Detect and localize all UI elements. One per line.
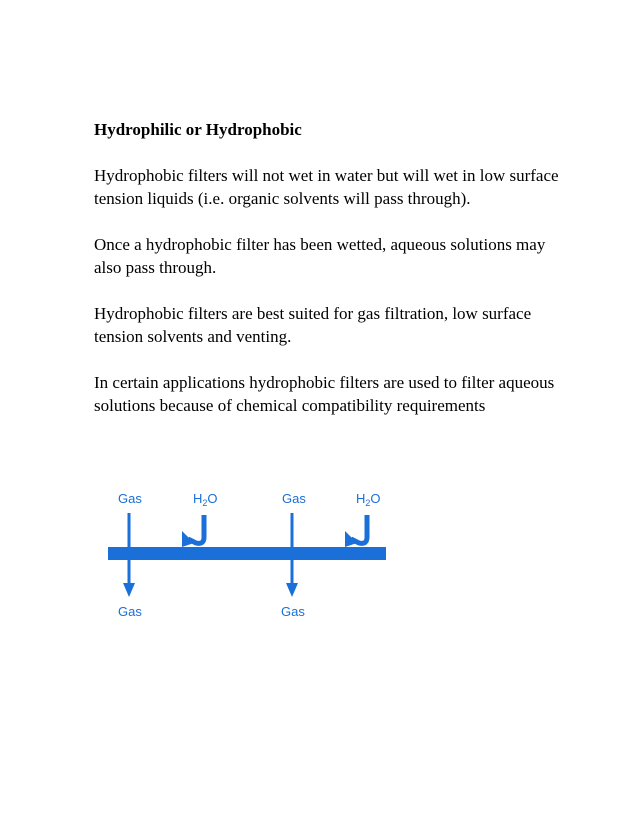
paragraph-2: Once a hydrophobic filter has been wetted, aqueous solutions may also pass through. xyxy=(94,235,546,277)
filter-membrane xyxy=(108,547,386,560)
water-deflect-arrow-1 xyxy=(182,515,204,547)
label-gas-top-1: Gas xyxy=(118,491,142,506)
paragraph-3: Hydrophobic filters are best suited for gas filtration, low surface tension solvents and venting. xyxy=(94,304,532,346)
label-water-top-1: $H_2O$ xyxy=(193,491,218,508)
label-water-top-2: $H_2O$ xyxy=(356,491,381,508)
water-deflect-arrow-2 xyxy=(345,515,367,547)
paragraph-4: In certain applications hydrophobic filters are used to filter aqueous solutions because of chemical compatibility requirements xyxy=(94,373,555,415)
paragraph-1: Hydrophobic filters will not wet in water but will wet in low surface tension liquids (i.e. organic solvents will pass through). xyxy=(94,166,559,208)
label-gas-bottom-1: Gas xyxy=(118,604,142,619)
label-gas-top-2: Gas xyxy=(282,491,306,506)
document-body xyxy=(94,118,564,440)
filter-diagram xyxy=(100,485,400,625)
label-gas-bottom-2: Gas xyxy=(281,604,305,619)
section-heading: Hydrophilic or Hydrophobic xyxy=(94,120,302,139)
